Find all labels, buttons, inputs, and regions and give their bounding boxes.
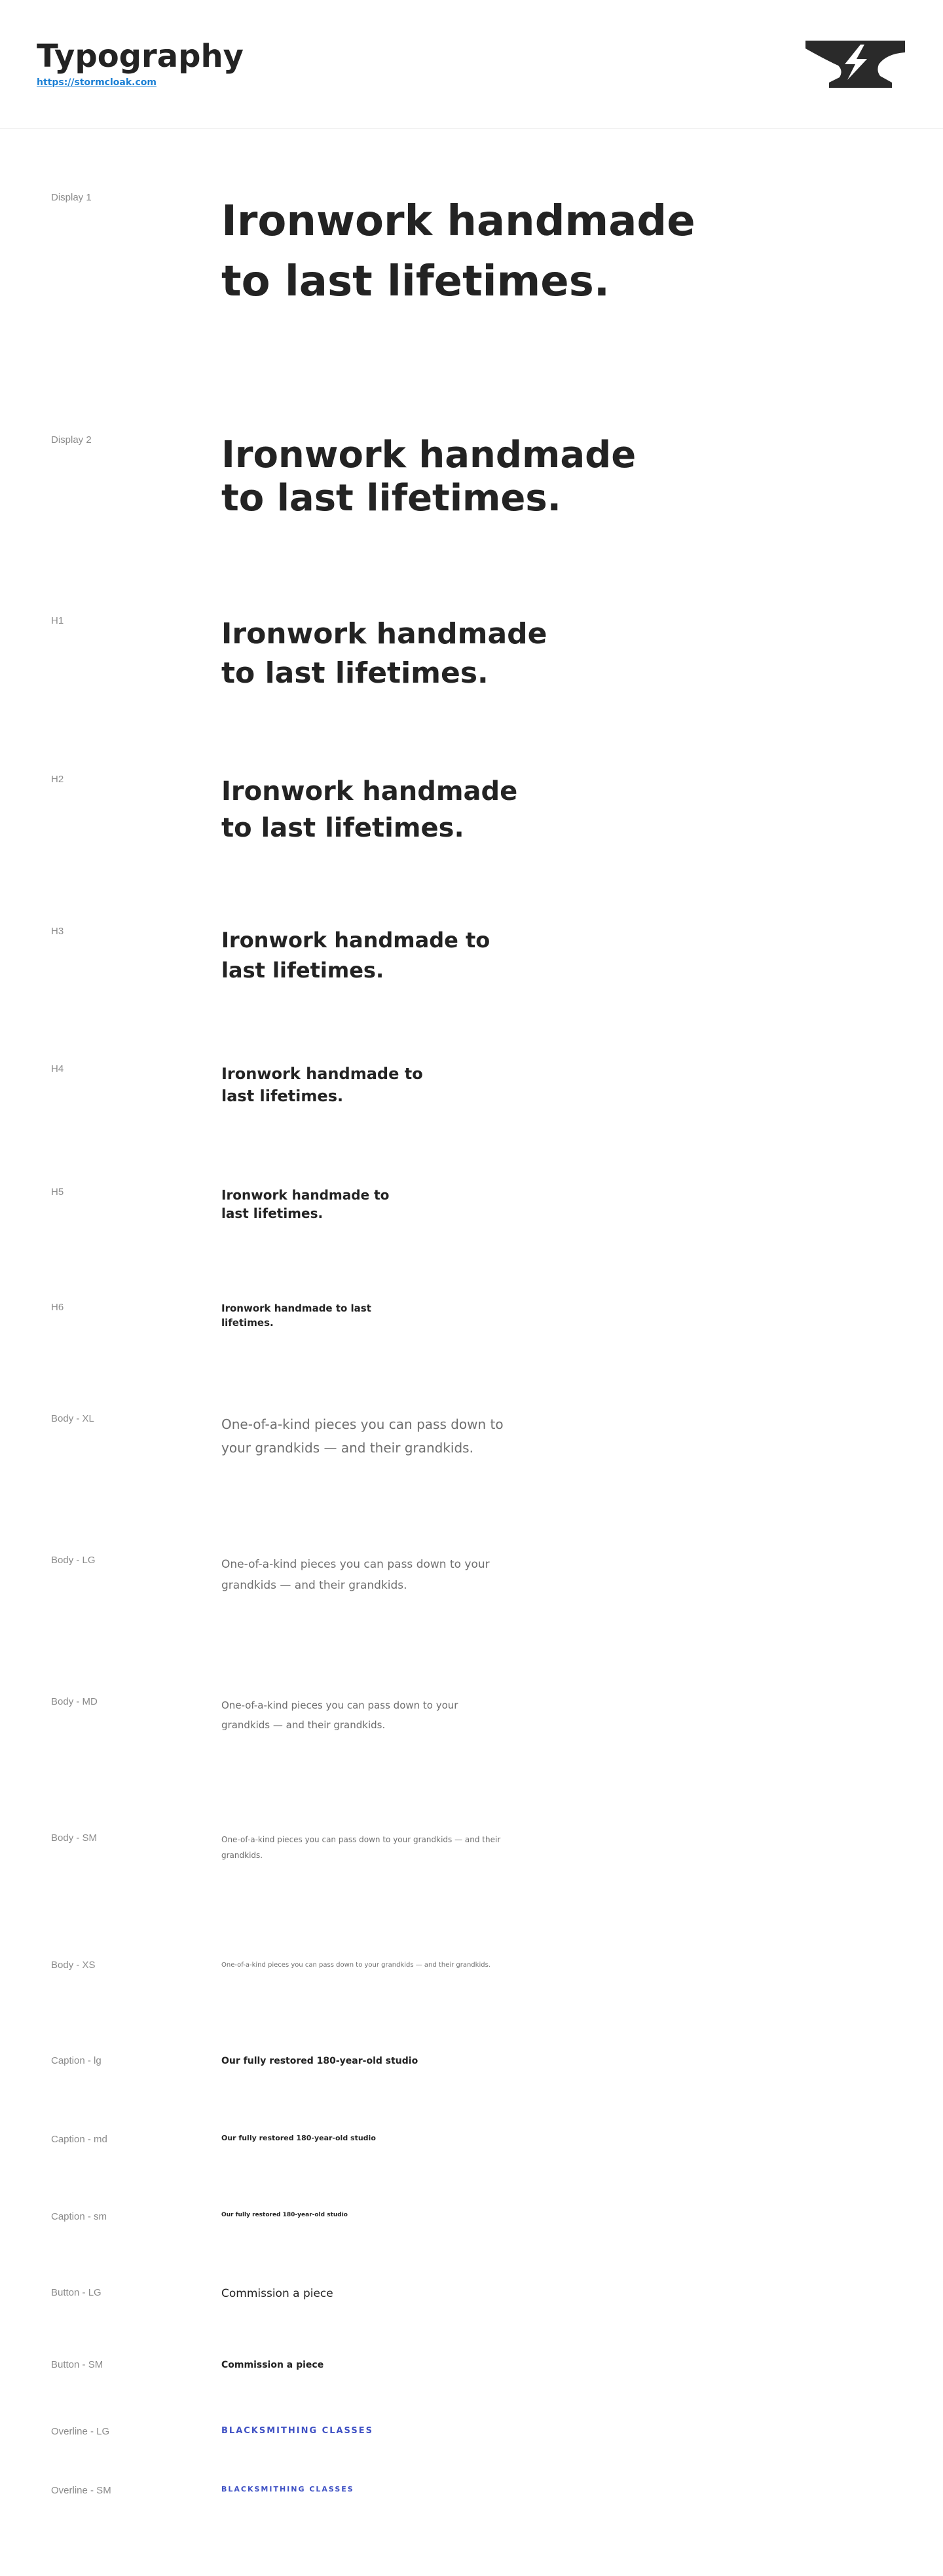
- style-sample: BLACKSMITHING CLASSES: [221, 2485, 354, 2493]
- style-sample: Our fully restored 180-year-old studio: [221, 2212, 348, 2218]
- style-sample: BLACKSMITHING CLASSES: [221, 2426, 373, 2436]
- style-sample: One-of-a-kind pieces you can pass down to your grandkids — and their grandkids.: [221, 1961, 490, 1969]
- style-sample: Ironwork handmade to last lifetimes.: [221, 617, 547, 690]
- style-label: H6: [51, 1302, 64, 1313]
- style-label: Caption - md: [51, 2134, 107, 2145]
- style-sample: One-of-a-kind pieces you can pass down to your grandkids — and their grandkids.: [221, 1558, 490, 1592]
- style-label: Body - XS: [51, 1960, 96, 1971]
- style-sample: Commission a piece: [221, 2287, 333, 2300]
- style-label: Body - XL: [51, 1413, 94, 1424]
- style-label: H1: [51, 615, 64, 626]
- style-sample: Ironwork handmade to last lifetimes.: [221, 197, 695, 306]
- style-sample: Our fully restored 180-year-old studio: [221, 2134, 376, 2142]
- style-label: H3: [51, 926, 64, 937]
- style-sample: One-of-a-kind pieces you can pass down to your grandkids — and their grandkids.: [221, 1416, 504, 1456]
- style-sample: One-of-a-kind pieces you can pass down to your grandkids — and their grandkids.: [221, 1699, 458, 1731]
- page-title: Typography: [37, 38, 244, 75]
- style-sample: Commission a piece: [221, 2360, 324, 2370]
- style-label: Button - LG: [51, 2287, 102, 2298]
- style-label: Overline - SM: [51, 2485, 111, 2496]
- style-sample: One-of-a-kind pieces you can pass down to your grandkids — and their grandkids.: [221, 1835, 501, 1860]
- style-sample: Ironwork handmade to last lifetimes.: [221, 1187, 390, 1221]
- style-sample: Ironwork handmade to last lifetimes.: [221, 1302, 371, 1329]
- style-label: Button - SM: [51, 2359, 103, 2370]
- style-label: H5: [51, 1186, 64, 1198]
- style-label: Display 1: [51, 192, 92, 203]
- style-sample: Ironwork handmade to last lifetimes.: [221, 434, 637, 520]
- style-sample: Ironwork handmade to last lifetimes.: [221, 928, 490, 983]
- style-sample: Ironwork handmade to last lifetimes.: [221, 1065, 423, 1105]
- anvil-lightning-icon: [803, 34, 908, 93]
- style-label: Caption - lg: [51, 2055, 102, 2066]
- style-label: Body - MD: [51, 1696, 98, 1707]
- style-label: Body - SM: [51, 1832, 98, 1844]
- style-label: Caption - sm: [51, 2211, 107, 2222]
- style-label: Body - LG: [51, 1555, 96, 1566]
- style-sample: Our fully restored 180-year-old studio: [221, 2056, 418, 2066]
- site-link[interactable]: https://stormcloak.com: [37, 77, 157, 88]
- page-header: [0, 0, 943, 129]
- style-sample: Ironwork handmade to last lifetimes.: [221, 776, 518, 843]
- style-label: H4: [51, 1063, 64, 1074]
- style-label: Overline - LG: [51, 2426, 110, 2437]
- style-label: H2: [51, 774, 64, 785]
- style-label: Display 2: [51, 434, 92, 445]
